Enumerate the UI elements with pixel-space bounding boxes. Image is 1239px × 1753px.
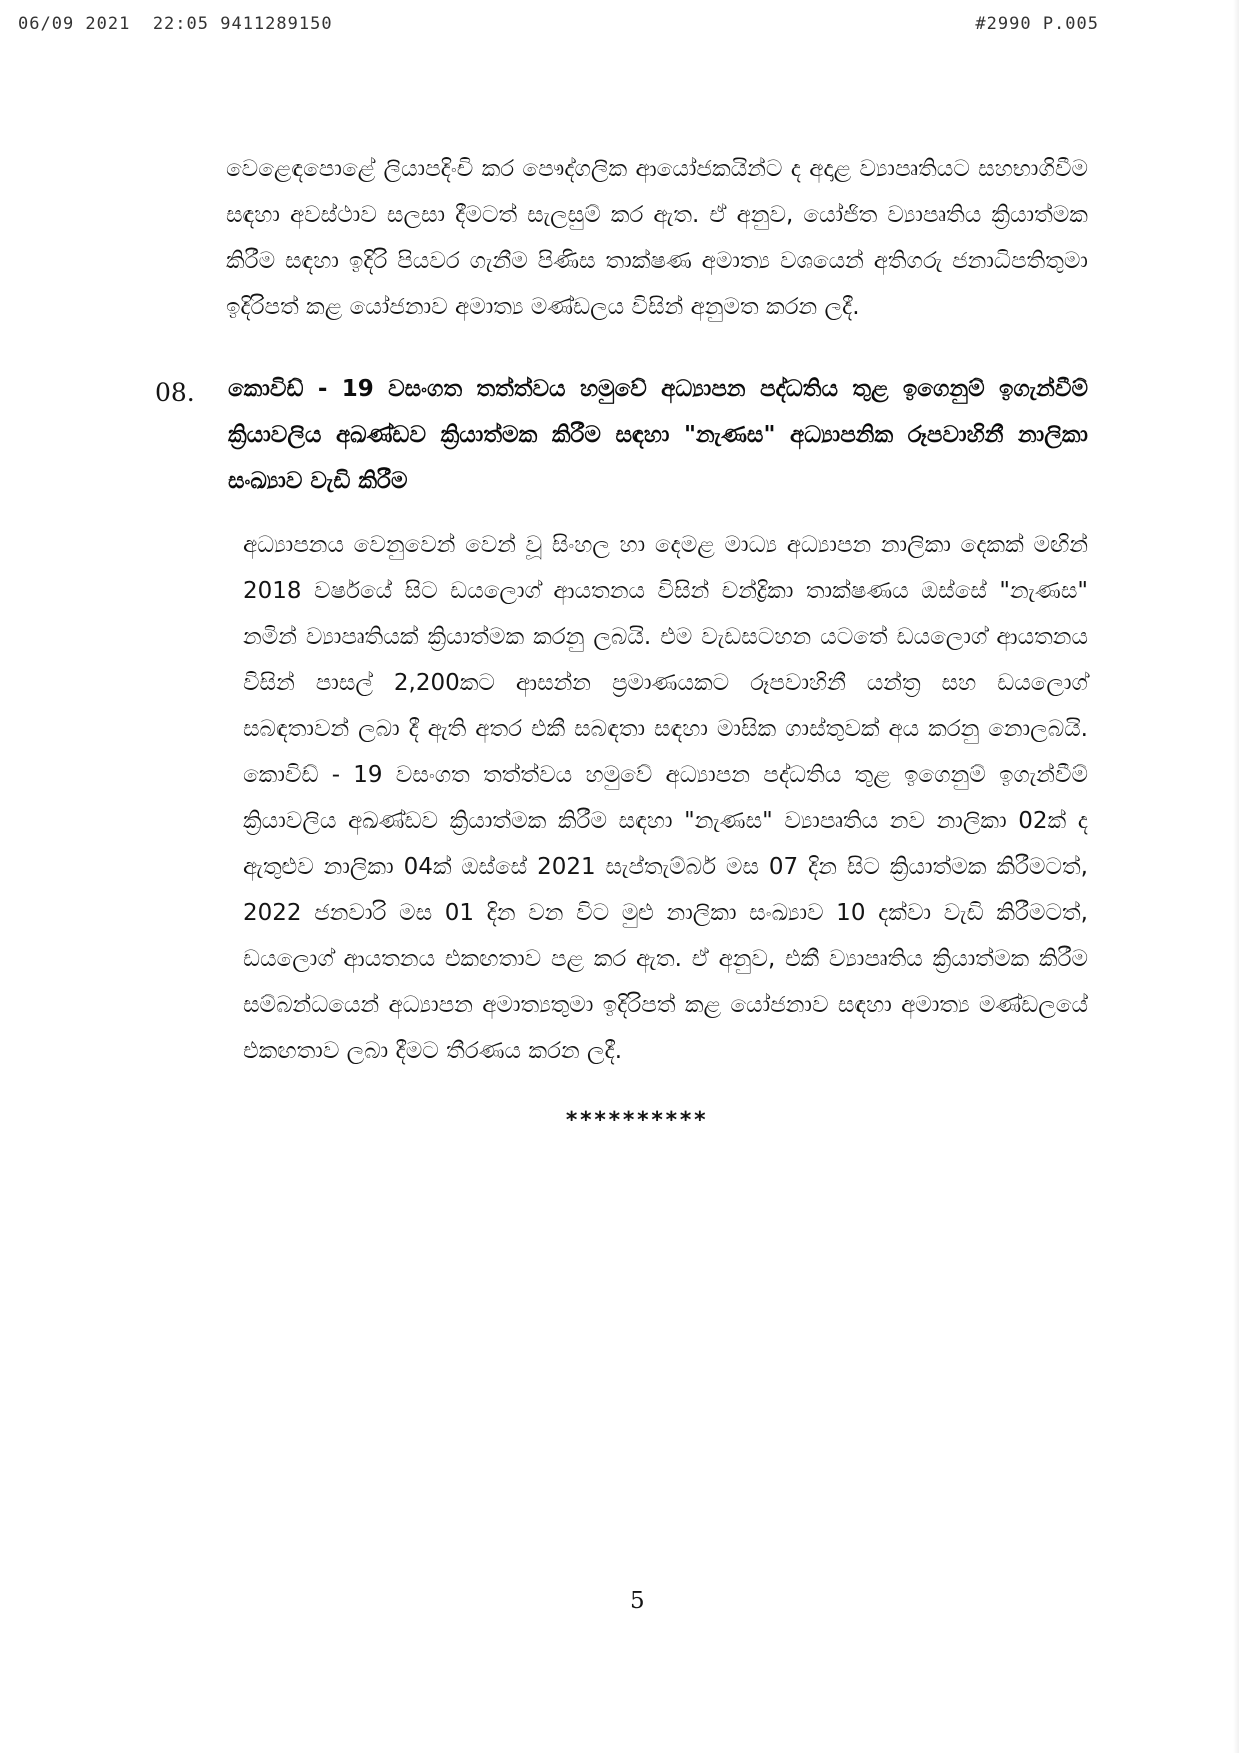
fax-header: [18, 14, 1209, 38]
fax-transmission-info: 06/09 2021 22:05 9411289150: [18, 14, 333, 34]
paragraph-continued: වෙළෙඳපොළේ ලියාපදිංචි කර පෞද්ගලික ආයෝජකයින්ට ද අදාළ ව්‍යාපෘතියට සහභාගිවීම සඳහා අවස්ථාව සලසා දීමටත් සැලසුම් කර ඇත. ඒ අනුව, යෝජිත ව්‍යාපෘතිය ක්‍රියාත්මක කිරීම සඳහා ඉදිරි පියවර ගැනීම පිණිස තාක්ෂණ අමාත්‍ය වශයෙන් අතිගරු ජනාධිපතිතුමා ඉදිරිපත් කළ යෝජනාව අමාත්‍ය මණ්ඩලය විසින් අනුමත කරන ලදී.: [226, 156, 1088, 320]
item-paragraph: අධ්‍යාපනය වෙනුවෙන් වෙන් වූ සිංහල හා දෙමළ මාධ්‍ය අධ්‍යාපන නාලිකා දෙකක් මඟින් 2018 වර්ෂයේ සිට ඩයලොග් ආයතනය විසින් චන්ද්‍රිකා තාක්ෂණය ඔස්සේ "නැණස" නමින් ව්‍යාපෘතියක් ක්‍රියාත්මක කරනු ලබයි. එම වැඩසටහන යටතේ ඩයලොග් ආයතනය විසින් පාසල් 2,200කට ආසන්න ප්‍රමාණයකට රූපවාහිනී යන්ත්‍ර සහ ඩයලොග් සබඳතාවන් ලබා දී ඇති අතර එකී සබඳතා සඳහා මාසික ගාස්තුවක් අය කරනු නොලබයි. කොවිඩ් - 19 වසංගත තත්ත්වය හමුවේ අධ්‍යාපන පද්ධතිය තුළ ඉගෙනුම් ඉගැන්වීම් ක්‍රියාවලිය අඛණ්ඩව ක්‍රියාත්මක කිරීම සඳහා "නැණස" ව්‍යාපෘතිය නව නාලිකා 02ක් ද ඇතුළුව නාලිකා 04ක් ඔස්සේ 2021 සැප්තැම්බර් මස 07 දින සිට ක්‍රියාත්මක කිරීමටත්, 2022 ජනවාරි මස 01 දින වන විට මුළු නාලිකා සංඛ්‍යාව 10 දක්වා වැඩි කිරීමටත්, ඩයලොග් ආයතනය එකඟතාව පළ කර ඇත. ඒ අනුව, එකී ව්‍යාපෘතිය ක්‍රියාත්මක කිරීම සම්බන්ධයෙන් අධ්‍යාපන අමාත්‍යතුමා ඉදිරිපත් කළ යෝජනාව සඳහා අමාත්‍ය මණ්ඩලයේ එකඟතාව ලබා දීමට තීරණය කරන ලදී.: [243, 532, 1088, 1064]
item-number: 08.: [155, 378, 195, 407]
section-separator: **********: [565, 1108, 708, 1133]
fax-page-id: #2990 P.005: [975, 14, 1099, 34]
scan-edge-shadow: [1233, 0, 1239, 1753]
page-number: 5: [630, 1588, 645, 1614]
item-heading: කොවිඩ් - 19 වසංගත තත්ත්වය හමුවේ අධ්‍යාපන පද්ධතිය තුළ ඉගෙනුම් ඉගැන්වීම් ක්‍රියාවලිය අඛණ්ඩව ක්‍රියාත්මක කිරීම සඳහා "නැණස" අධ්‍යාපනික රූපවාහිනී නාලිකා සංඛ්‍යාව වැඩි කිරීම: [228, 376, 1088, 494]
